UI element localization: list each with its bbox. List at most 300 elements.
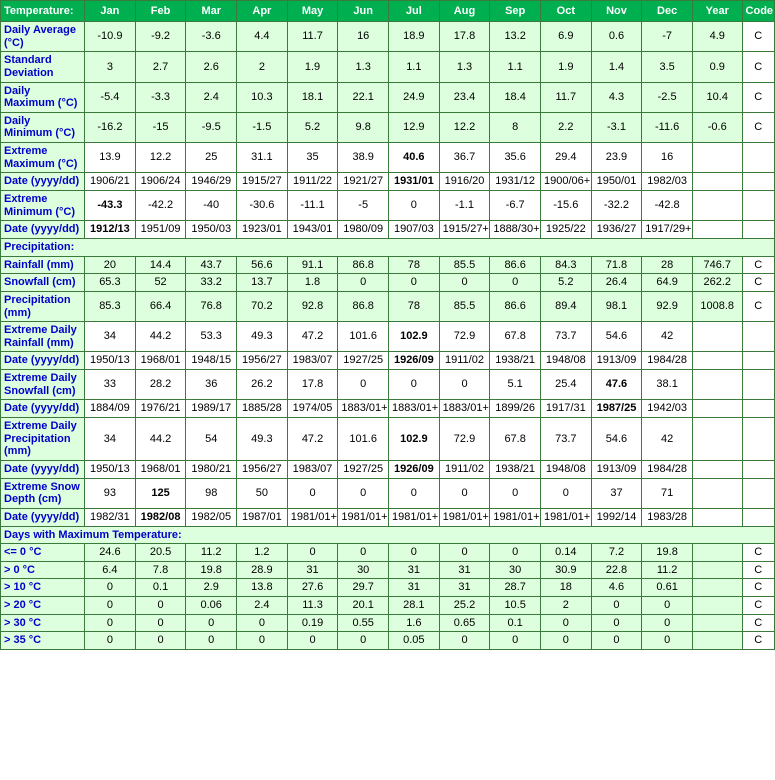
year-cell [692,597,742,615]
data-cell: 1983/07 [287,460,338,478]
data-cell: 47.6 [591,370,642,400]
code-cell [742,191,774,221]
table-row [1,561,775,579]
data-cell: -15 [135,112,186,142]
data-cell: 25.2 [439,597,490,615]
data-cell: 23.4 [439,82,490,112]
data-cell: 13.9 [85,143,136,173]
data-cell: 49.3 [237,418,288,461]
data-cell: 1956/27 [237,460,288,478]
code-cell: C [742,614,774,632]
data-cell: 1907/03 [389,221,440,239]
code-cell: C [742,597,774,615]
data-cell: 0 [540,614,591,632]
data-cell: 18.1 [287,82,338,112]
data-cell: 1927/25 [338,460,389,478]
table-row [1,544,775,562]
data-cell: 0 [490,544,541,562]
data-cell: 1915/27 [237,173,288,191]
table-row [1,52,775,82]
data-cell: 2.2 [540,112,591,142]
data-cell: 11.3 [287,597,338,615]
code-cell: C [742,52,774,82]
data-cell: 1968/01 [135,460,186,478]
data-cell: 31 [439,579,490,597]
data-cell: 31 [287,561,338,579]
data-cell: 1982/31 [85,508,136,526]
data-cell: 1982/08 [135,508,186,526]
row-label: > 35 °C [1,632,85,650]
data-cell: 0 [439,478,490,508]
data-cell: 1951/09 [135,221,186,239]
data-cell: 0 [338,370,389,400]
data-cell: -40 [186,191,237,221]
data-cell: 12.2 [135,143,186,173]
data-cell: 0 [540,632,591,650]
row-label: Extreme Daily Rainfall (mm) [1,322,85,352]
data-cell: 0 [287,632,338,650]
year-cell [692,143,742,173]
data-cell: 78 [389,291,440,321]
data-cell: 1942/03 [642,400,693,418]
section-header-row [1,238,775,256]
data-cell: 0 [135,632,186,650]
data-cell: 19.8 [642,544,693,562]
data-cell: 35 [287,143,338,173]
code-cell: C [742,561,774,579]
data-cell: 43.7 [186,256,237,274]
header-row [1,1,775,22]
data-cell: 1936/27 [591,221,642,239]
data-cell: -16.2 [85,112,136,142]
data-cell: 12.2 [439,112,490,142]
data-cell: 9.8 [338,112,389,142]
data-cell: 2.9 [186,579,237,597]
data-cell: 72.9 [439,322,490,352]
data-cell: 0 [439,544,490,562]
data-cell: 1948/08 [540,460,591,478]
data-cell: 86.6 [490,291,541,321]
data-cell: 0 [85,597,136,615]
data-cell: 28.1 [389,597,440,615]
data-cell: 33 [85,370,136,400]
data-cell: 1948/08 [540,352,591,370]
data-cell: 0 [389,478,440,508]
data-cell: 1981/01+ [439,508,490,526]
data-cell: 6.4 [85,561,136,579]
table-row [1,291,775,321]
data-cell: 0 [287,544,338,562]
data-cell: 37 [591,478,642,508]
header-month-jun: Jun [338,1,389,22]
code-cell: C [742,544,774,562]
row-label: > 0 °C [1,561,85,579]
data-cell: -6.7 [490,191,541,221]
table-row [1,322,775,352]
data-cell: 7.2 [591,544,642,562]
data-cell: 47.2 [287,322,338,352]
data-cell: 11.7 [540,82,591,112]
data-cell: 14.4 [135,256,186,274]
data-cell: 34 [85,418,136,461]
data-cell: 25 [186,143,237,173]
data-cell: 86.6 [490,256,541,274]
data-cell: 1992/14 [591,508,642,526]
data-cell: 92.9 [642,291,693,321]
data-cell: 8 [490,112,541,142]
data-cell: 0 [389,544,440,562]
data-cell: 93 [85,478,136,508]
code-cell: C [742,112,774,142]
data-cell: 70.2 [237,291,288,321]
year-cell [692,322,742,352]
data-cell: 25.4 [540,370,591,400]
data-cell: 1981/01+ [389,508,440,526]
data-cell: 0 [85,579,136,597]
data-cell: 0 [338,632,389,650]
data-cell: 11.7 [287,22,338,52]
data-cell: 0 [237,614,288,632]
section-header-row [1,526,775,544]
data-cell: 1.4 [591,52,642,82]
data-cell: -3.6 [186,22,237,52]
row-label: Snowfall (cm) [1,274,85,292]
data-cell: 1906/24 [135,173,186,191]
header-month-mar: Mar [186,1,237,22]
data-cell: 0 [237,632,288,650]
code-cell: C [742,632,774,650]
data-cell: 1974/05 [287,400,338,418]
data-cell: 86.8 [338,291,389,321]
data-cell: 5.2 [287,112,338,142]
data-cell: 0 [642,597,693,615]
data-cell: 98 [186,478,237,508]
data-cell: 1911/02 [439,352,490,370]
data-cell: 1956/27 [237,352,288,370]
header-month-sep: Sep [490,1,541,22]
data-cell: 86.8 [338,256,389,274]
data-cell: 1982/03 [642,173,693,191]
code-cell [742,173,774,191]
data-cell: -15.6 [540,191,591,221]
data-cell: 1883/01+ [439,400,490,418]
data-cell: 27.6 [287,579,338,597]
table-row [1,614,775,632]
table-row [1,221,775,239]
data-cell: 0 [287,478,338,508]
year-cell: 4.9 [692,22,742,52]
header-temperature-label: Temperature: [1,1,85,22]
data-cell: 53.3 [186,322,237,352]
data-cell: 102.9 [389,418,440,461]
data-cell: 0 [490,632,541,650]
header-code: Code [742,1,774,22]
data-cell: 1946/29 [186,173,237,191]
data-cell: 0.05 [389,632,440,650]
code-cell: C [742,22,774,52]
data-cell: 1926/09 [389,460,440,478]
data-cell: 7.8 [135,561,186,579]
data-cell: 1950/03 [186,221,237,239]
data-cell: 2.4 [186,82,237,112]
row-label: Date (yyyy/dd) [1,400,85,418]
data-cell: 20 [85,256,136,274]
table-row [1,370,775,400]
data-cell: 22.8 [591,561,642,579]
row-label: Date (yyyy/dd) [1,173,85,191]
data-cell: -32.2 [591,191,642,221]
data-cell: -1.1 [439,191,490,221]
data-cell: 20.1 [338,597,389,615]
data-cell: 0 [85,632,136,650]
data-cell: 2.7 [135,52,186,82]
data-cell: -2.5 [642,82,693,112]
header-month-aug: Aug [439,1,490,22]
header-month-feb: Feb [135,1,186,22]
data-cell: 0 [439,632,490,650]
data-cell: 1883/01+ [338,400,389,418]
data-cell: 0 [389,370,440,400]
data-cell: 1938/21 [490,460,541,478]
table-row [1,400,775,418]
data-cell: 0 [591,614,642,632]
code-cell [742,478,774,508]
code-cell [742,221,774,239]
data-cell: 1917/31 [540,400,591,418]
year-cell: 10.4 [692,82,742,112]
data-cell: 30.9 [540,561,591,579]
data-cell: 85.3 [85,291,136,321]
data-cell: 1917/29+ [642,221,693,239]
row-label: Extreme Maximum (°C) [1,143,85,173]
data-cell: 0 [135,614,186,632]
data-cell: 84.3 [540,256,591,274]
table-row [1,173,775,191]
table-row [1,418,775,461]
data-cell: 0 [439,370,490,400]
data-cell: 1981/01+ [490,508,541,526]
data-cell: 1.8 [287,274,338,292]
row-label: Date (yyyy/dd) [1,460,85,478]
data-cell: 1.9 [540,52,591,82]
year-cell: 1008.8 [692,291,742,321]
data-cell: 0.14 [540,544,591,562]
data-cell: 0 [338,274,389,292]
data-cell: 36.7 [439,143,490,173]
data-cell: 38.9 [338,143,389,173]
year-cell [692,370,742,400]
table-row [1,478,775,508]
table-row [1,508,775,526]
data-cell: 73.7 [540,322,591,352]
data-cell: 1980/09 [338,221,389,239]
data-cell: -9.5 [186,112,237,142]
data-cell: 1968/01 [135,352,186,370]
data-cell: -3.1 [591,112,642,142]
data-cell: -10.9 [85,22,136,52]
code-cell: C [742,82,774,112]
data-cell: 67.8 [490,418,541,461]
year-cell [692,418,742,461]
data-cell: 54.6 [591,322,642,352]
data-cell: 89.4 [540,291,591,321]
data-cell: 1925/22 [540,221,591,239]
data-cell: 0.06 [186,597,237,615]
code-cell: C [742,291,774,321]
data-cell: -9.2 [135,22,186,52]
data-cell: 1.9 [287,52,338,82]
row-label: Extreme Minimum (°C) [1,191,85,221]
year-cell [692,614,742,632]
data-cell: 1983/28 [642,508,693,526]
data-cell: 1913/09 [591,460,642,478]
data-cell: 1938/21 [490,352,541,370]
data-cell: 85.5 [439,291,490,321]
data-cell: 28.7 [490,579,541,597]
data-cell: 73.7 [540,418,591,461]
year-cell [692,460,742,478]
year-cell [692,544,742,562]
year-cell [692,632,742,650]
row-label: <= 0 °C [1,544,85,562]
data-cell: 29.4 [540,143,591,173]
data-cell: 3.5 [642,52,693,82]
data-cell: 23.9 [591,143,642,173]
year-cell [692,561,742,579]
year-cell [692,352,742,370]
code-cell [742,460,774,478]
data-cell: 1950/01 [591,173,642,191]
year-cell [692,221,742,239]
row-label: Date (yyyy/dd) [1,352,85,370]
data-cell: 1916/20 [439,173,490,191]
data-cell: 54.6 [591,418,642,461]
data-cell: 31 [389,561,440,579]
data-cell: 125 [135,478,186,508]
data-cell: 13.8 [237,579,288,597]
data-cell: 0 [389,274,440,292]
data-cell: 11.2 [642,561,693,579]
data-cell: 0 [490,478,541,508]
header-month-jan: Jan [85,1,136,22]
data-cell: 64.9 [642,274,693,292]
data-cell: 1981/01+ [287,508,338,526]
year-cell: 262.2 [692,274,742,292]
data-cell: 1883/01+ [389,400,440,418]
data-cell: 1931/01 [389,173,440,191]
data-cell: 4.4 [237,22,288,52]
row-label: Daily Minimum (°C) [1,112,85,142]
data-cell: 1943/01 [287,221,338,239]
data-cell: 1915/27+ [439,221,490,239]
data-cell: 12.9 [389,112,440,142]
data-cell: 0 [186,614,237,632]
data-cell: 33.2 [186,274,237,292]
data-cell: 24.6 [85,544,136,562]
table-row [1,460,775,478]
data-cell: 10.5 [490,597,541,615]
year-cell [692,400,742,418]
data-cell: 18 [540,579,591,597]
data-cell: 34 [85,322,136,352]
data-cell: 1911/22 [287,173,338,191]
data-cell: 67.8 [490,322,541,352]
data-cell: -43.3 [85,191,136,221]
header-month-dec: Dec [642,1,693,22]
data-cell: 1926/09 [389,352,440,370]
year-cell: -0.6 [692,112,742,142]
row-label: Extreme Daily Snowfall (cm) [1,370,85,400]
table-body [1,22,775,650]
data-cell: 0.6 [591,22,642,52]
data-cell: 1982/05 [186,508,237,526]
data-cell: 1899/26 [490,400,541,418]
data-cell: -42.8 [642,191,693,221]
table-row [1,112,775,142]
data-cell: 1987/25 [591,400,642,418]
data-cell: 5.2 [540,274,591,292]
data-cell: -11.1 [287,191,338,221]
data-cell: 0 [591,632,642,650]
row-label: > 10 °C [1,579,85,597]
data-cell: 30 [338,561,389,579]
data-cell: -11.6 [642,112,693,142]
table-row [1,82,775,112]
data-cell: 16 [338,22,389,52]
data-cell: 2.4 [237,597,288,615]
row-label: Rainfall (mm) [1,256,85,274]
data-cell: 31 [389,579,440,597]
code-cell [742,352,774,370]
data-cell: 30 [490,561,541,579]
data-cell: 1950/13 [85,460,136,478]
data-cell: 31 [439,561,490,579]
table-row [1,579,775,597]
data-cell: 85.5 [439,256,490,274]
code-cell [742,370,774,400]
data-cell: 0 [85,614,136,632]
data-cell: 38.1 [642,370,693,400]
data-cell: 0.19 [287,614,338,632]
data-cell: 52 [135,274,186,292]
header-month-oct: Oct [540,1,591,22]
data-cell: 1923/01 [237,221,288,239]
section-title: Days with Maximum Temperature: [1,526,775,544]
data-cell: 0 [389,191,440,221]
data-cell: 47.2 [287,418,338,461]
data-cell: 2 [237,52,288,82]
code-cell [742,143,774,173]
data-cell: 92.8 [287,291,338,321]
row-label: Daily Average (°C) [1,22,85,52]
data-cell: 1948/15 [186,352,237,370]
header-month-jul: Jul [389,1,440,22]
data-cell: 0 [135,597,186,615]
data-cell: 17.8 [287,370,338,400]
data-cell: 0.1 [490,614,541,632]
data-cell: 91.1 [287,256,338,274]
data-cell: 0.61 [642,579,693,597]
year-cell [692,579,742,597]
data-cell: 0 [642,632,693,650]
code-cell [742,418,774,461]
data-cell: 20.5 [135,544,186,562]
data-cell: 1913/09 [591,352,642,370]
data-cell: 18.9 [389,22,440,52]
table-header [1,1,775,22]
data-cell: 0 [338,478,389,508]
data-cell: 102.9 [389,322,440,352]
